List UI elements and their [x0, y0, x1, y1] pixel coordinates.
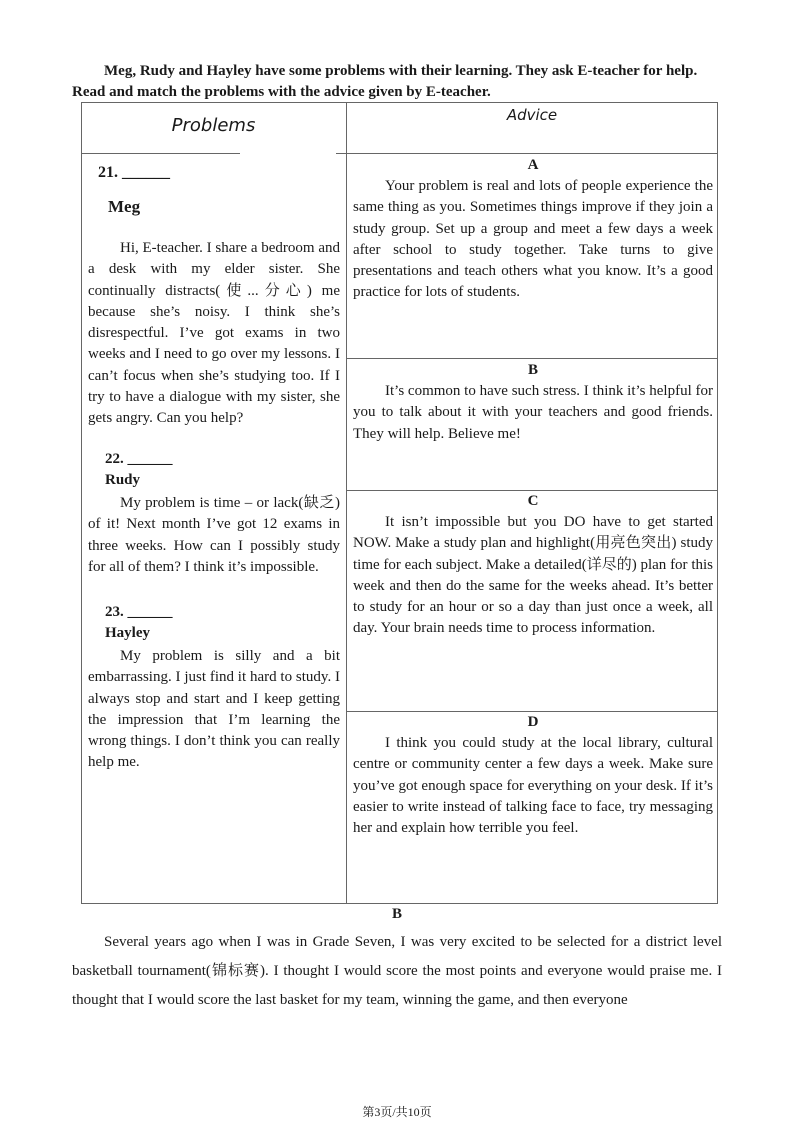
advice-text: It isn’t impossible but you DO have to get started NOW. Make a study plan and highlight(用亮色突出) study time for each subject. Make a detailed(详尽的) plan for this week and then do the same for the weeks ahead. It’s better to study for an hour or so a day than just once a week, all day. Your brain needs time to process information. — [353, 514, 713, 637]
instructions — [72, 61, 732, 103]
advice-text: I think you could study at the local library, cultural centre or community center a few days a week. Make sure you’ve got enough space for everything on your desk. If it’s easier to write instead of talking face to face, try messaging her and explain how terrible you feel. — [353, 735, 713, 837]
problem-name: Hayley — [105, 625, 150, 641]
advice-letter: B — [527, 362, 538, 378]
problems-header: Problems — [171, 115, 256, 136]
row-divider — [346, 358, 718, 359]
instructions-line-1: Meg, Rudy and Hayley have some problems with their learning. They ask E-teacher for help. — [104, 63, 698, 79]
answer-blank-21[interactable]: 21. ______ — [98, 164, 170, 181]
advice-letter: C — [527, 493, 539, 509]
header-divider-right — [336, 153, 718, 154]
advice-letter: D — [527, 714, 539, 730]
page-footer: 第3页/共10页 — [362, 1105, 432, 1119]
answer-blank-23[interactable]: 23. ______ — [105, 604, 173, 620]
column-divider — [346, 102, 347, 904]
problem-name: Rudy — [105, 472, 141, 488]
header-divider-left — [81, 153, 240, 154]
problem-name: Meg — [108, 197, 141, 216]
problem-text: My problem is time – or lack(缺乏) of it! Next month I’ve got 12 exams in three weeks. How can I possibly study for all of them? I think it’s impossible. — [88, 495, 340, 575]
answer-blank-22[interactable]: 22. ______ — [105, 451, 173, 467]
section-title: B — [391, 906, 402, 922]
advice-c — [353, 491, 713, 639]
problem-text: My problem is silly and a bit embarrassing. I just find it hard to study. I always stop and start and I keep getting the impression that I’m learning the wrong things. I don’t think you can really help me. — [88, 648, 340, 771]
advice-letter: A — [527, 157, 539, 173]
advice-d — [353, 712, 713, 839]
advice-text: It’s common to have such stress. I think it’s helpful for you to talk about it with your teachers and good friends. They will help. Believe me! — [353, 383, 713, 442]
advice-a — [353, 155, 713, 303]
advice-b — [353, 360, 713, 445]
instructions-line-2: Read and match the problems with the advice given by E-teacher. — [72, 84, 491, 100]
problem-text: Hi, E-teacher. I share a bedroom and a desk with my elder sister. She continually distracts(使...分心) me because she’s noisy. I think she’s disrespectful. I’ve got exams in two weeks and I need to go over my lessons. I can’t focus when she’s studying too. If I try to have a dialogue with my sister, she gets angry. Can you help? — [88, 240, 340, 427]
section-b-passage: Several years ago when I was in Grade Seven, I was very excited to be selected for a district level basketball tournament(锦标赛). I thought I would score the most points and everyone would praise me. I thought that I would score the last basket for my team, winning the game, and then everyone — [72, 934, 722, 1008]
advice-header: Advice — [506, 106, 558, 124]
advice-text: Your problem is real and lots of people experience the same thing as you. Sometimes things improve if they join a study group. Set up a group and meet a few days a week after school to study together. Take turns to give presentations and teach others what you know. It’s a good practice for lots of students. — [353, 178, 713, 301]
